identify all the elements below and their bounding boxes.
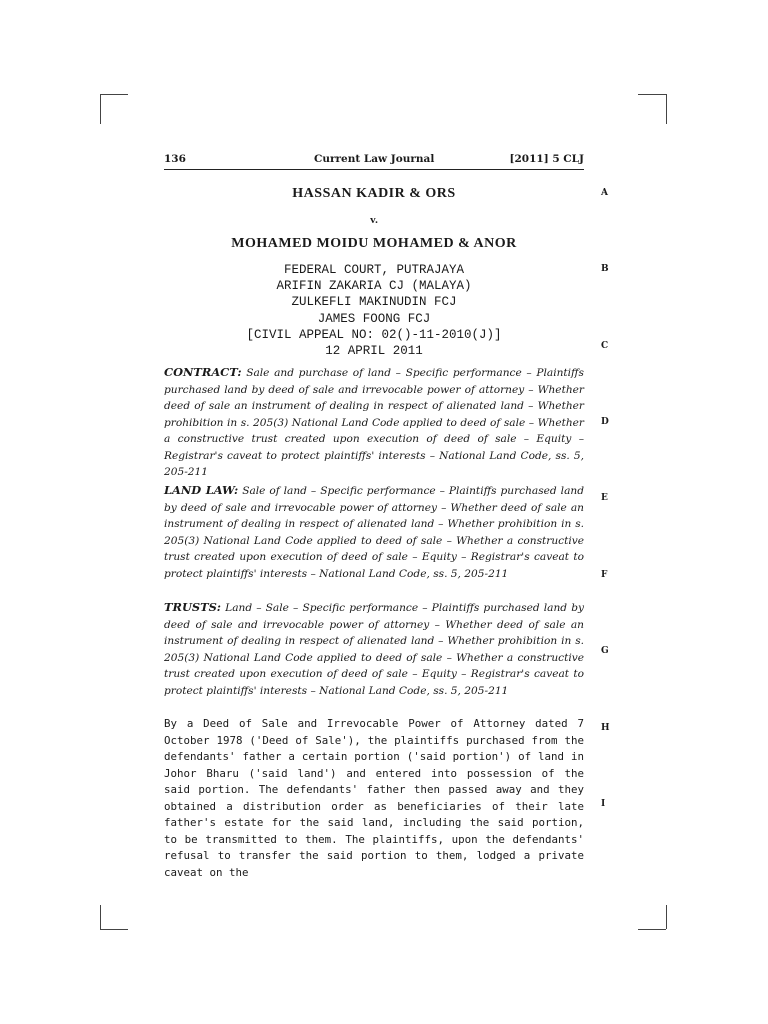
margin-letter-c: C xyxy=(601,341,609,351)
catchword-heading: LAND LAW: xyxy=(164,483,239,497)
headnote-paragraph: By a Deed of Sale and Irrevocable Power of Attorney dated 7 October 1978 ('Deed of Sale'), the plaintiffs purchased from the defendants' father a certain portion ('said portion') of land in Johor Bharu ('said land') and entered into possession of the said portion. The defendants' father then passed away and they obtained a distribution order as beneficiaries of their late father's estate for the said land, including the said portion, to be transmitted to them. The plaintiffs, upon the defendants' refusal to transfer the said portion to them, lodged a private caveat on the xyxy=(164,717,584,879)
catchword-trusts xyxy=(164,599,584,699)
judge-1: ARIFIN ZAKARIA CJ (MALAYA) xyxy=(276,279,472,294)
catchword-heading: TRUSTS: xyxy=(164,600,222,614)
appeal-number: [CIVIL APPEAL NO: 02()-11-2010(J)] xyxy=(246,327,502,342)
court-name: FEDERAL COURT, PUTRAJAYA xyxy=(283,263,465,277)
header-rule xyxy=(164,169,584,170)
margin-letter-b: B xyxy=(601,264,609,274)
catchword-text: Sale and purchase of land – Specific performance – Plaintiffs purchased land by deed of sale and irrevocable power of attorney – Whether deed of sale an instrument of dealing in respect of alienated land – Whether prohibition in s. 205(3) National Land Code applied to deed of sale – Whether a constructive trust created upon execution of deed of sale – Equity – Registrar's caveat to protect plaintiffs' interests – National Land Code, ss. 5, 205-211 xyxy=(164,367,584,478)
margin-letter-e: E xyxy=(601,493,608,503)
crop-mark-top-left-vertical xyxy=(100,94,101,124)
catchword-land-law xyxy=(164,482,584,582)
crop-mark-top-right-horizontal xyxy=(638,94,666,95)
margin-letter-g: G xyxy=(601,646,609,656)
catchword-contract xyxy=(164,364,584,481)
crop-mark-bottom-left-horizontal xyxy=(100,929,128,930)
crop-mark-top-right-vertical xyxy=(666,94,667,124)
judge-3: JAMES FOONG FCJ xyxy=(317,311,431,326)
margin-letter-f: F xyxy=(601,570,608,580)
journal-title: Current Law Journal xyxy=(314,153,435,165)
catchword-heading: CONTRACT: xyxy=(164,365,242,379)
running-header xyxy=(164,153,584,169)
crop-mark-top-left-horizontal xyxy=(100,94,128,95)
court-details xyxy=(164,262,584,359)
margin-letter-i: I xyxy=(601,799,606,809)
appellants-name: HASSAN KADIR & ORS xyxy=(292,186,456,201)
margin-letter-d: D xyxy=(601,417,609,427)
crop-mark-bottom-left-vertical xyxy=(100,905,101,929)
respondents-name: MOHAMED MOIDU MOHAMED & ANOR xyxy=(231,236,517,251)
page-number: 136 xyxy=(164,153,186,165)
crop-mark-bottom-right-horizontal xyxy=(638,929,666,930)
header-citation: [2011] 5 CLJ xyxy=(509,153,584,165)
margin-letter-a: A xyxy=(601,188,608,198)
decision-date: 12 APRIL 2011 xyxy=(325,344,423,359)
margin-letter-h: H xyxy=(601,723,610,733)
catchword-text: Land – Sale – Specific performance – Plaintiffs purchased land by deed of sale and irrevocable power of attorney – Whether deed of sale an instrument of dealing in respect of alienated land – Whether prohibition in s. 205(3) National Land Code applied to deed of sale – Whether a constructive trust created upon execution of deed of sale – Equity – Registrar's caveat to protect plaintiffs' interests – National Land Code, ss. 5, 205-211 xyxy=(164,602,584,697)
judge-2: ZULKEFLI MAKINUDIN FCJ xyxy=(291,295,457,310)
crop-mark-bottom-right-vertical xyxy=(666,905,667,929)
versus: v. xyxy=(370,214,378,226)
catchword-text: Sale of land – Specific performance – Plaintiffs purchased land by deed of sale and irrevocable power of attorney – Whether deed of sale an instrument of dealing in respect of alienated land – Whether prohibition in s. 205(3) National Land Code applied to deed of sale – Whether a constructive trust created upon execution of deed of sale – Equity – Registrar's caveat to protect plaintiffs' interests – National Land Code, ss. 5, 205-211 xyxy=(164,485,584,580)
